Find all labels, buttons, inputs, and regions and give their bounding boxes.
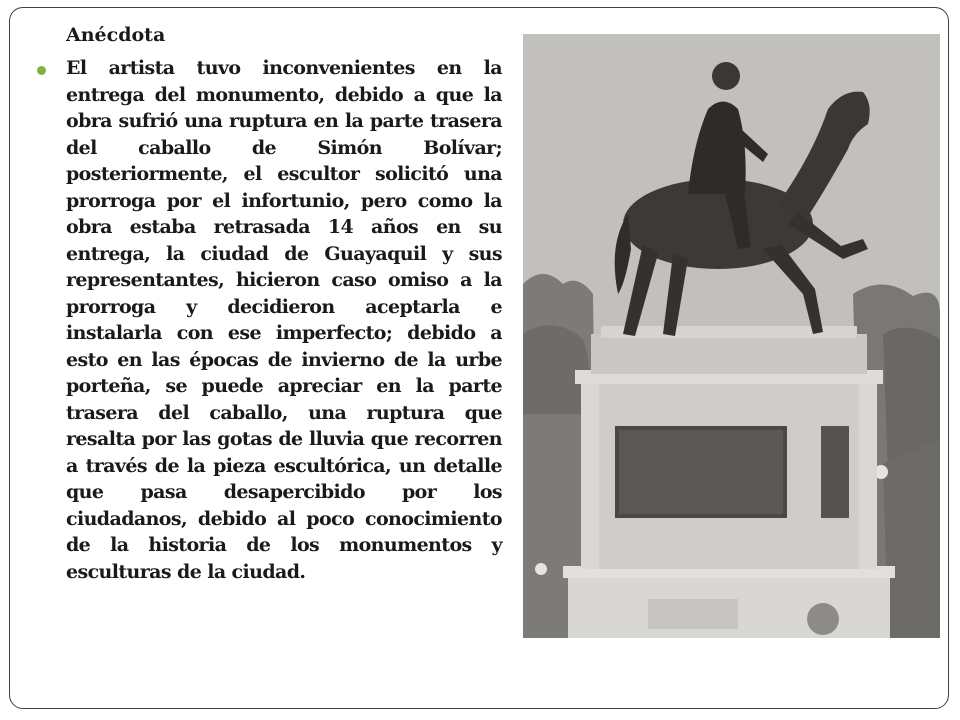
anecdote-paragraph: El artista tuvo inconvenientes en la entrega del monumento, debido a que la obra sufrió una ruptura en la parte trasera del caballo de Simón Bolívar; posteriormente, el escultor solicitó una prorroga por el infortunio, pero como la obra estaba retrasada 14 años en su entrega, la ciudad de Guayaquil y sus representantes, hicieron caso omiso a la prorroga y decidieron aceptarla e instalarla con ese imperfecto; debido a esto en las épocas de invierno de la urbe porteña, se puede apreciar en la parte trasera del caballo, una ruptura que resalta por las gotas de lluvia que recorren a través de la pieza escultórica, un detalle que pasa desapercibido por los ciudadanos, debido al poco conocimiento de la historia de los monumentos y esculturas de la ciudad. [66, 57, 502, 583]
round-bullet-icon [37, 66, 46, 75]
slide-heading: Anécdota [66, 24, 166, 46]
equestrian-statue-photo [523, 34, 940, 638]
